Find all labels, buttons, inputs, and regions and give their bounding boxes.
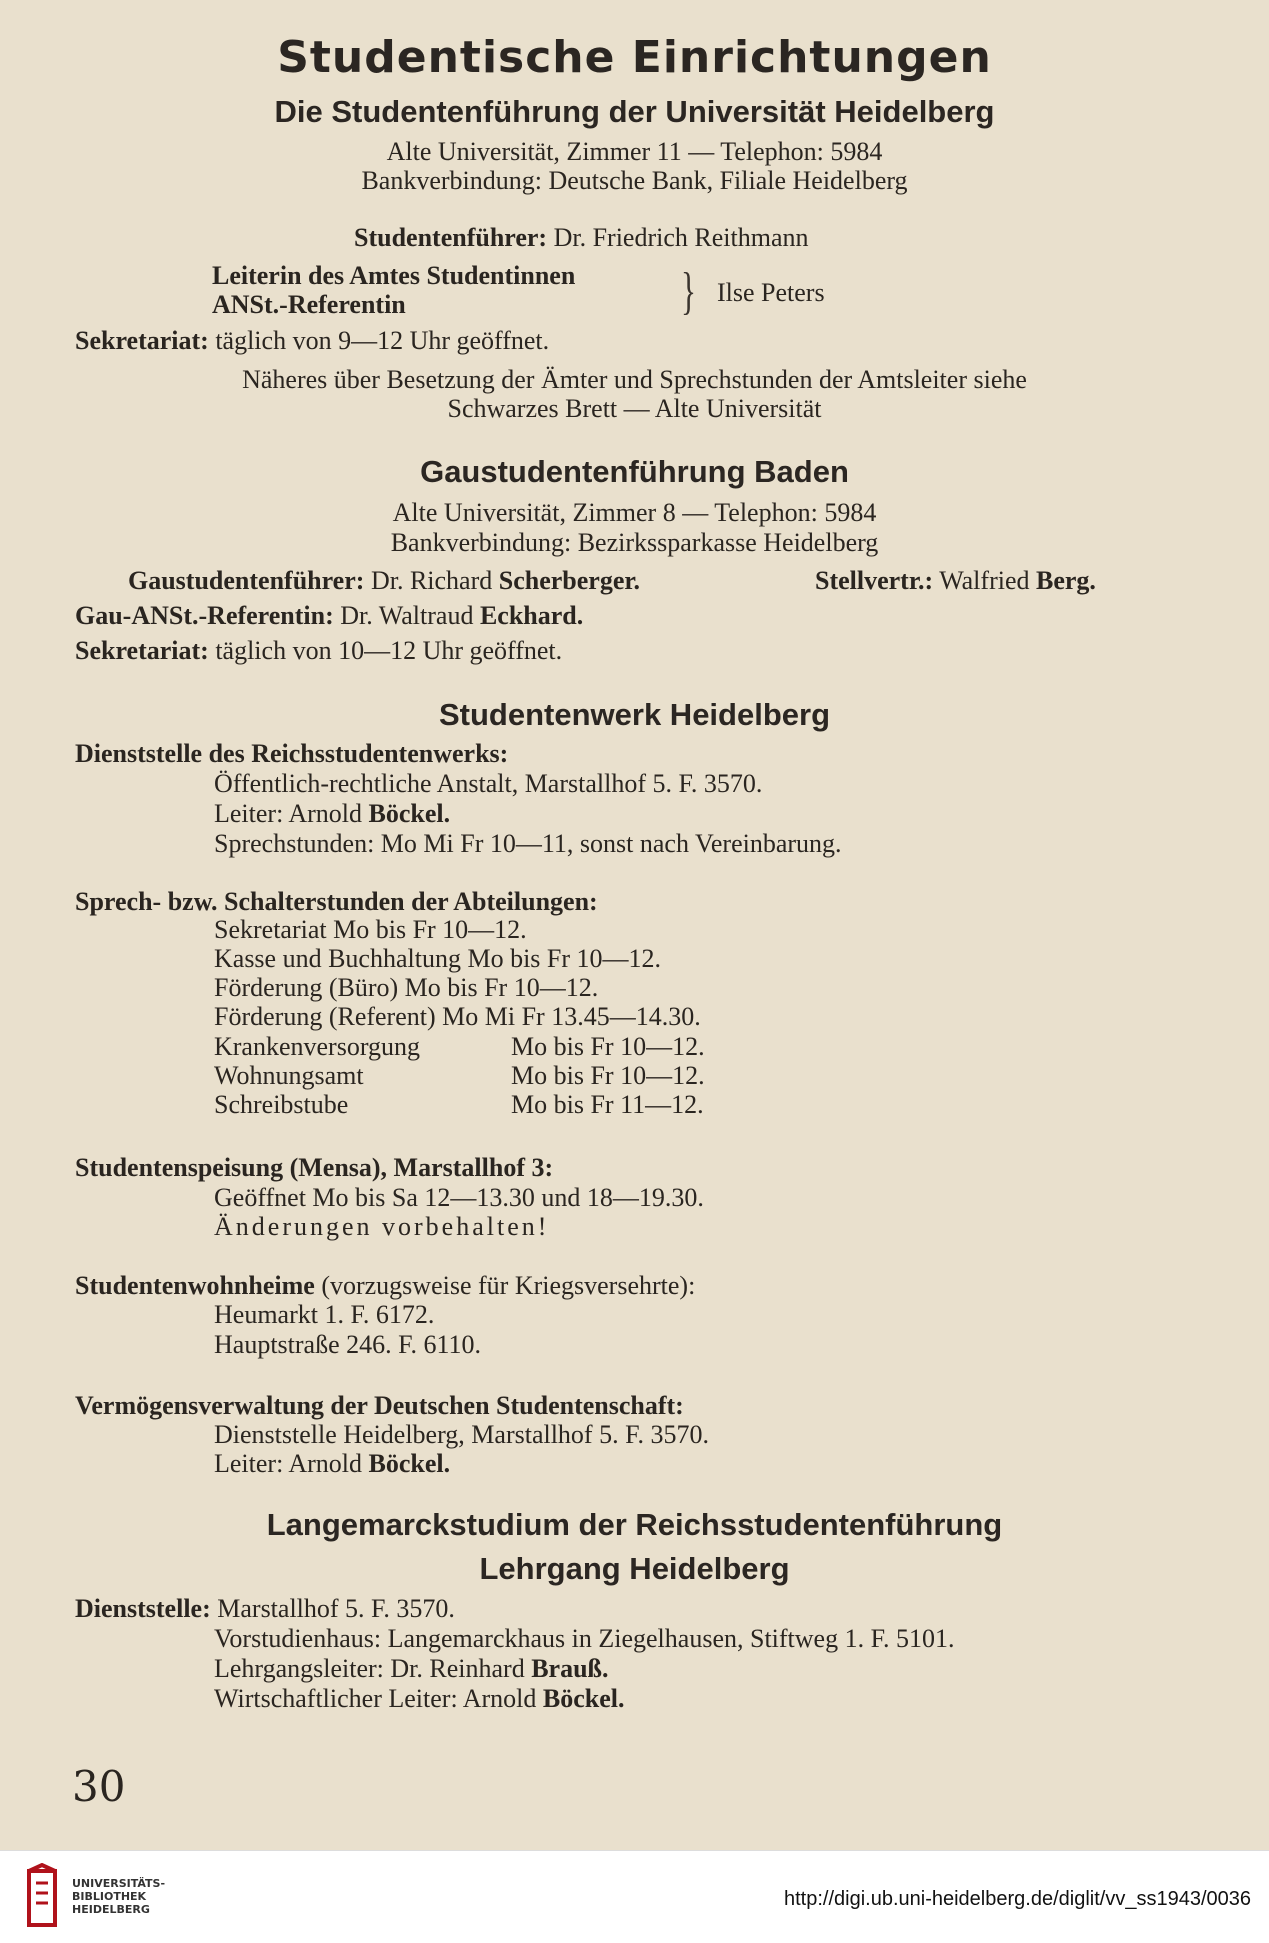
hours-dept: Krankenversorgung	[214, 1032, 421, 1061]
hours-row	[214, 1034, 420, 1060]
sec3-dienst-line1: Öffentlich-rechtliche Anstalt, Marstallhof 5. F. 3570.	[214, 769, 763, 798]
sec3-heim-line1: Heumarkt 1. F. 6172.	[214, 1300, 435, 1329]
sec3-heim-label: Studentenwohnheime	[75, 1271, 315, 1300]
sec3-dienst-line2	[214, 801, 450, 827]
sec3-mensa-label: Studentenspeisung (Mensa), Marstallhof 3:	[75, 1153, 554, 1182]
hours-time: Mo bis Fr 10—12.	[511, 1032, 705, 1061]
hours-dept: Förderung (Referent) Mo Mi Fr 13.45—14.30.	[214, 1002, 701, 1031]
sec3-heim-line2: Hauptstraße 246. F. 6110.	[214, 1330, 482, 1359]
sec2-sekretariat	[75, 638, 562, 664]
page-number: 30	[72, 1762, 126, 1811]
sec2-leader-label: Gaustudentenführer:	[128, 566, 365, 595]
university-library-logo-icon	[26, 1863, 64, 1929]
sec3-verm-line2	[214, 1451, 450, 1477]
sec1-note1: Näheres über Besetzung der Ämter und Sprechstunden der Amtsleiter siehe	[242, 365, 1027, 394]
sec2-ref-bold: Eckhard.	[479, 601, 584, 630]
brace-icon: }	[680, 263, 696, 320]
hours-time: Mo bis Fr 11—12.	[511, 1090, 704, 1119]
logo-text-line2: BIBLIOTHEK	[72, 1890, 147, 1903]
sec4-line2-pre: Lehrgangsleiter: Dr. Reinhard	[214, 1654, 532, 1683]
sec4-line1: Vorstudienhaus: Langemarckhaus in Ziegelhausen, Stiftweg 1. F. 5101.	[214, 1624, 955, 1653]
sec2-leader	[128, 568, 640, 594]
page-title: Studentische Einrichtungen	[277, 32, 992, 83]
hours-row	[214, 1092, 348, 1118]
sec3-mensa-line1: Geöffnet Mo bis Sa 12—13.30 und 18—19.30.	[214, 1183, 704, 1212]
sec3-dienst-label: Dienststelle des Reichsstudentenwerks:	[75, 739, 509, 768]
sec1-address: Alte Universität, Zimmer 11 — Telephon: 5984	[386, 137, 883, 166]
sec2-ref-label: Gau-ANSt.-Referentin:	[75, 601, 334, 630]
sec1-sekr-text: täglich von 9—12 Uhr geöffnet.	[215, 326, 550, 355]
sec2-deputy	[815, 568, 1096, 594]
sec4-dienst-label: Dienststelle:	[75, 1594, 211, 1623]
sec2-leader-name-pre: Dr. Richard	[370, 566, 499, 595]
sec3-heim-text: (vorzugsweise für Kriegsversehrte):	[321, 1271, 696, 1300]
sec3-dienst-line2-pre: Leiter: Arnold	[214, 799, 369, 828]
footer-bar	[0, 1850, 1269, 1943]
sec2-bank: Bankverbindung: Bezirkssparkasse Heidelberg	[390, 528, 879, 557]
logo-text-line1: UNIVERSITÄTS-	[72, 1877, 166, 1890]
sec2-sekr-text: täglich von 10—12 Uhr geöffnet.	[215, 636, 563, 665]
section-heading-langemarck: Langemarckstudium der Reichsstudentenführung	[266, 1507, 1003, 1542]
sec4-dienst	[75, 1596, 455, 1622]
source-url-link[interactable]: http://digi.ub.uni-heidelberg.de/diglit/vv_ss1943/0036	[784, 1888, 1251, 1910]
sec1-role2: ANSt.-Referentin	[212, 290, 406, 319]
hours-time: Mo bis Fr 10—12.	[511, 1061, 705, 1090]
hours-row	[214, 917, 527, 943]
sec4-line3	[214, 1686, 625, 1712]
sec3-dienst-line3: Sprechstunden: Mo Mi Fr 10—11, sonst nach Vereinbarung.	[214, 829, 842, 858]
sec1-role-name	[717, 280, 825, 306]
sec3-mensa-line2: Änderungen vorbehalten!	[214, 1212, 550, 1241]
sec1-role1: Leiterin des Amtes Studentinnen	[212, 261, 576, 290]
hours-row	[214, 1063, 364, 1089]
sec3-sprech-label: Sprech- bzw. Schalterstunden der Abteilungen:	[75, 887, 598, 916]
sec3-verm-line1: Dienststelle Heidelberg, Marstallhof 5. F. 3570.	[214, 1420, 709, 1449]
sec2-referentin	[75, 603, 583, 629]
section-subheading-lehrgang: Lehrgang Heidelberg	[479, 1551, 790, 1586]
hours-dept: Förderung (Büro) Mo bis Fr 10—12.	[214, 973, 599, 1002]
section-heading-gaustudentenfuehrung: Gaustudentenführung Baden	[420, 454, 849, 489]
sec2-sekr-label: Sekretariat:	[75, 636, 209, 665]
hours-row	[214, 975, 598, 1001]
sec2-deputy-bold: Berg.	[1036, 566, 1096, 595]
hours-dept: Wohnungsamt	[214, 1061, 364, 1090]
sec1-note2: Schwarzes Brett — Alte Universität	[447, 394, 822, 423]
sec1-leader-name: Dr. Friedrich Reithmann	[553, 223, 809, 252]
sec4-line3-pre: Wirtschaftlicher Leiter: Arnold	[214, 1684, 543, 1713]
sec1-sekr-label: Sekretariat:	[75, 326, 209, 355]
hours-row	[214, 946, 661, 972]
sec4-line3-bold: Böckel.	[542, 1684, 625, 1713]
sec2-leader-name-bold: Scherberger.	[498, 566, 641, 595]
section-heading-studentenfuehrung: Die Studentenführung der Universität Heidelberg	[274, 94, 995, 129]
sec3-verm-line2-bold: Böckel.	[368, 1449, 451, 1478]
sec2-deputy-pre: Walfried	[939, 566, 1036, 595]
sec3-verm-line2-pre: Leiter: Arnold	[214, 1449, 369, 1478]
sec4-line2	[214, 1656, 609, 1682]
sec4-dienst-text: Marstallhof 5. F. 3570.	[217, 1594, 455, 1623]
sec2-address: Alte Universität, Zimmer 8 — Telephon: 5984	[392, 498, 877, 527]
sec4-line2-bold: Brauß.	[531, 1654, 609, 1683]
hours-dept: Kasse und Buchhaltung Mo bis Fr 10—12.	[214, 944, 662, 973]
sec3-heim	[75, 1273, 695, 1299]
hours-dept: Schreibstube	[214, 1090, 349, 1119]
sec2-ref-pre: Dr. Waltraud	[340, 601, 480, 630]
sec1-bank: Bankverbindung: Deutsche Bank, Filiale Heidelberg	[361, 166, 908, 195]
sec1-sekretariat	[75, 328, 549, 354]
sec1-leader	[354, 225, 809, 251]
sec3-verm-label: Vermögensverwaltung der Deutschen Studentenschaft:	[75, 1391, 684, 1420]
sec3-dienst-line2-bold: Böckel.	[368, 799, 451, 828]
sec2-deputy-label: Stellvertr.:	[815, 566, 934, 595]
hours-row	[214, 1004, 701, 1030]
section-heading-studentenwerk: Studentenwerk Heidelberg	[438, 697, 831, 732]
sec1-role-name-text: Ilse Peters	[717, 278, 825, 307]
logo-text-line3: HEIDELBERG	[72, 1903, 150, 1916]
sec1-leader-label: Studentenführer:	[354, 223, 548, 252]
hours-dept: Sekretariat Mo bis Fr 10—12.	[214, 915, 527, 944]
